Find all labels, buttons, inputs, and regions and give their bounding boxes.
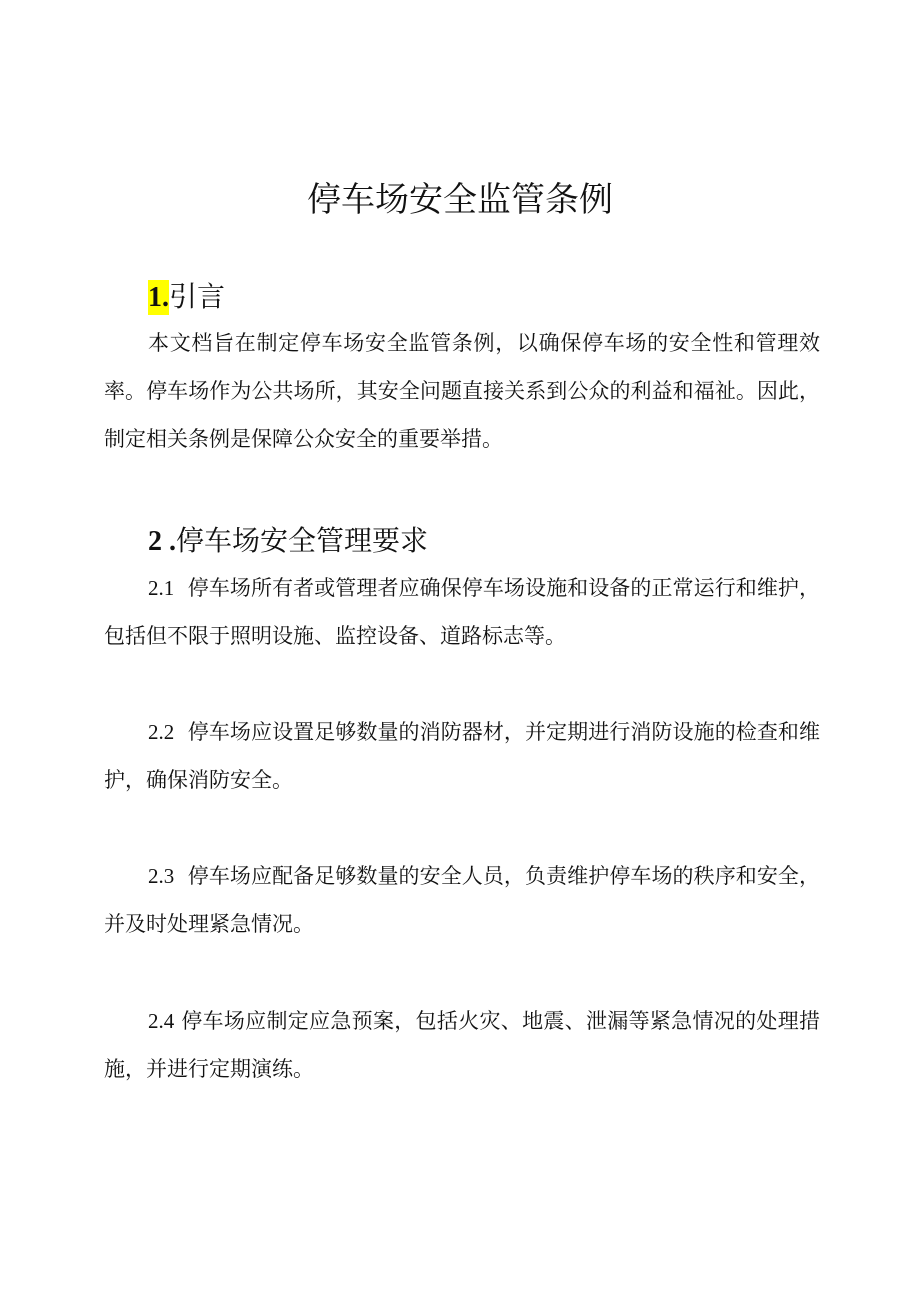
section-number-1: 1. bbox=[148, 282, 169, 313]
clause-number: 2.4 bbox=[148, 1009, 175, 1033]
clause-text: 停车场应制定应急预案，包括火灾、地震、泄漏等紧急情况的处理措施，并进行定期演练。 bbox=[104, 1009, 820, 1081]
clause-2-4 bbox=[104, 997, 820, 1093]
section-title-1: 引言 bbox=[169, 280, 226, 313]
clause-number: 2.3 bbox=[148, 864, 175, 888]
clause-text: 停车场所有者或管理者应确保停车场设施和设备的正常运行和维护，包括但不限于照明设施、监控设备、道路标志等。 bbox=[104, 576, 820, 648]
section-heading-1 bbox=[148, 275, 225, 315]
clause-number: 2.1 bbox=[148, 576, 175, 600]
section-heading-2 bbox=[148, 519, 428, 559]
clause-2-3 bbox=[104, 852, 820, 948]
clause-text: 停车场应设置足够数量的消防器材，并定期进行消防设施的检查和维护，确保消防安全。 bbox=[104, 720, 820, 792]
section-number-2: 2 . bbox=[148, 526, 176, 557]
document-title: 停车场安全监管条例 bbox=[307, 180, 613, 220]
section-title-2: 停车场安全管理要求 bbox=[176, 524, 429, 557]
clause-number: 2.2 bbox=[148, 720, 175, 744]
clause-text: 停车场应配备足够数量的安全人员，负责维护停车场的秩序和安全，并及时处理紧急情况。 bbox=[104, 864, 820, 936]
intro-paragraph bbox=[104, 319, 820, 463]
clause-2-2 bbox=[104, 708, 820, 804]
paragraph-text: 本文档旨在制定停车场安全监管条例，以确保停车场的安全性和管理效率。停车场作为公共场所，其安全问题直接关系到公众的利益和福祉。因此，制定相关条例是保障公众安全的重要举措。 bbox=[104, 331, 820, 451]
clause-2-1 bbox=[104, 564, 820, 660]
